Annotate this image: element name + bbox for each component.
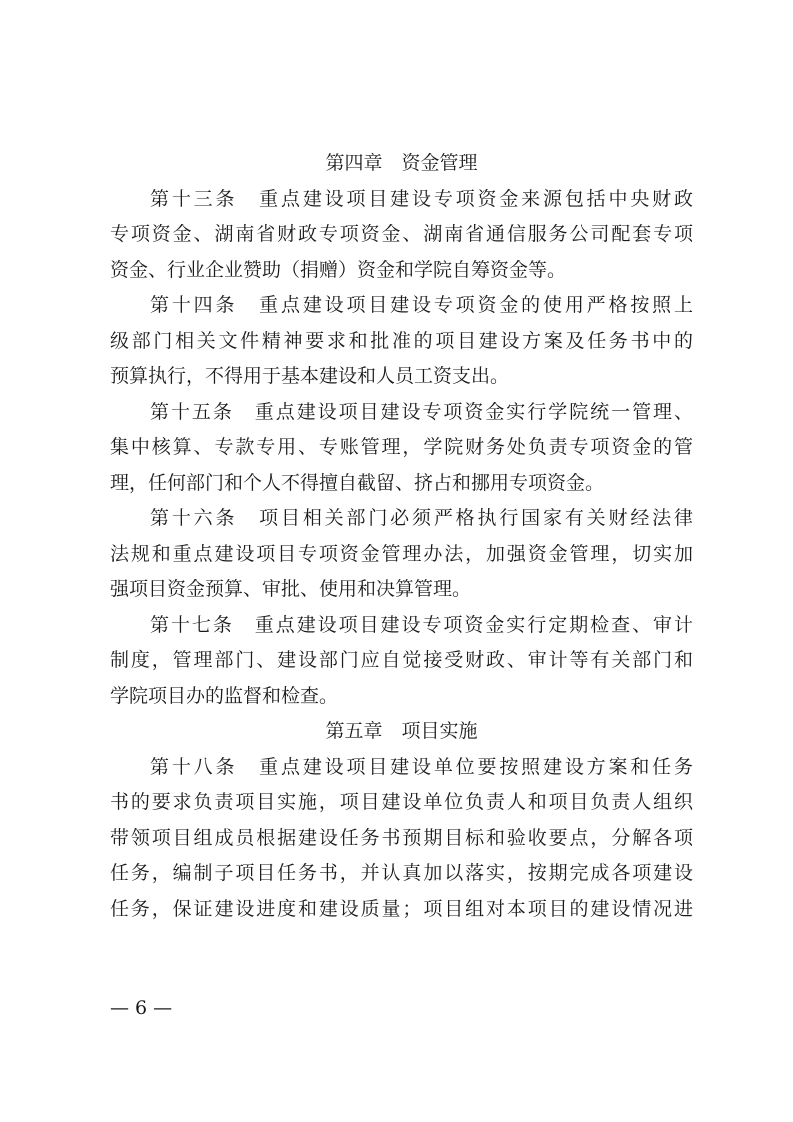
article-14-line-2: 级部门相关文件精神要求和批准的项目建设方案及任务书中的 xyxy=(110,329,693,352)
article-16-line-3: 强项目资金预算、审批、使用和决算管理。 xyxy=(110,578,472,600)
article-14-line-1: 第十四条 重点建设项目建设专项资金的使用严格按照上 xyxy=(150,294,693,316)
body-text xyxy=(110,146,693,927)
page-number: — 6 — xyxy=(110,997,173,1019)
article-18-line-3: 带领项目组成员根据建设任务书预期目标和验收要点，分解各项 xyxy=(110,826,693,849)
article-15-line-2: 集中核算、专款专用、专账管理，学院财务处负责专项资金的管 xyxy=(110,436,693,458)
article-15-line-3: 理，任何部门和个人不得擅自截留、挤占和挪用专项资金。 xyxy=(110,471,605,494)
article-18-line-4: 任务，编制子项目任务书，并认真加以落实，按期完成各项建设 xyxy=(110,862,693,884)
article-15-line-1: 第十五条 重点建设项目建设专项资金实行学院统一管理、 xyxy=(150,400,693,423)
article-18-line-1: 第十八条 重点建设项目建设单位要按照建设方案和任务 xyxy=(150,755,693,778)
article-13-line-3: 资金、行业企业赞助（捐赠）资金和学院自筹资金等。 xyxy=(110,258,567,281)
article-18-line-5: 任务，保证建设进度和建设质量；项目组对本项目的建设情况进 xyxy=(110,897,693,920)
article-17-line-3: 学院项目办的监督和检查。 xyxy=(110,684,339,707)
article-14-line-3: 预算执行，不得用于基本建设和人员工资支出。 xyxy=(110,365,510,387)
chapter-heading-5: 第五章 项目实施 xyxy=(325,720,478,742)
chapter-heading-4: 第四章 资金管理 xyxy=(325,152,478,174)
article-16-line-2: 法规和重点建设项目专项资金管理办法，加强资金管理，切实加 xyxy=(110,542,693,565)
article-18-line-2: 书的要求负责项目实施，项目建设单位负责人和项目负责人组织 xyxy=(110,791,693,813)
article-13-line-2: 专项资金、湖南省财政专项资金、湖南省通信服务公司配套专项 xyxy=(110,223,693,245)
article-16-line-1: 第十六条 项目相关部门必须严格执行国家有关财经法律 xyxy=(150,507,693,529)
article-13-line-1: 第十三条 重点建设项目建设专项资金来源包括中央财政 xyxy=(150,187,693,210)
article-17-line-2: 制度，管理部门、建设部门应自觉接受财政、审计等有关部门和 xyxy=(110,649,693,671)
article-17-line-1: 第十七条 重点建设项目建设专项资金实行定期检查、审计 xyxy=(150,613,693,636)
